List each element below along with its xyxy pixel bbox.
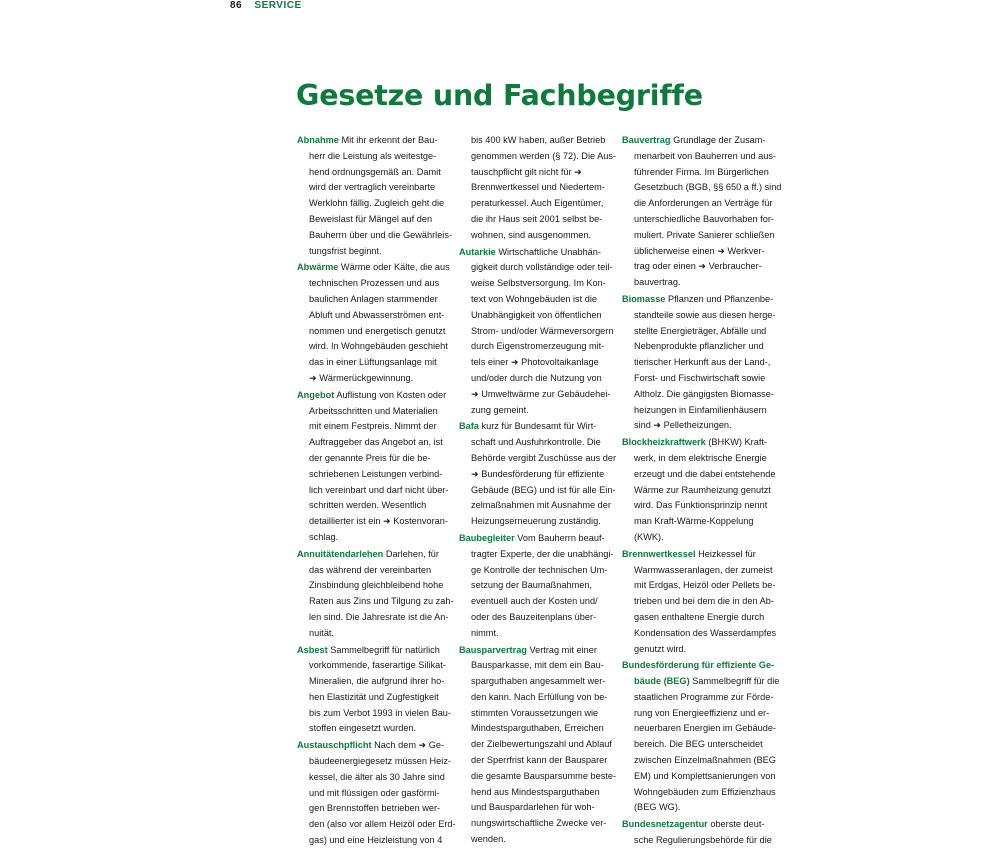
definition-line: trag oder einen ➜ Verbraucher- — [634, 261, 762, 272]
glossary-term: Autarkie — [459, 246, 496, 257]
definition-line: gas) und eine Heizleistung von 4 — [309, 835, 443, 846]
definition-line: wohnen, sind ausgenommen. — [471, 229, 592, 240]
definition-start: Nach dem ➜ Ge- — [374, 740, 445, 751]
definition-line: Heizungserneuerung zuständig. — [471, 516, 601, 527]
glossary-term: Blockheizkraftwerk — [622, 437, 706, 448]
running-header — [230, 0, 302, 11]
glossary-entry — [622, 133, 780, 291]
definition-line: tauschpflicht gilt nicht für ➜ — [471, 166, 582, 177]
definition-line: die Anforderungen an Verträge für — [634, 198, 773, 209]
definition-line: und mit flüssigen oder gasförmi- — [309, 787, 440, 798]
definition-line: nuität. — [309, 627, 335, 638]
definition-start: Grundlage der Zusam- — [673, 135, 766, 145]
page-title: Gesetze und Fachbegriffe — [296, 79, 703, 112]
entry-first-line — [297, 547, 455, 563]
glossary-entry — [459, 531, 617, 642]
definition-start: (BHKW) Kraft- — [708, 437, 768, 448]
definition-line: sind ➜ Pelletheizungen. — [634, 420, 732, 431]
definition-line: schaft und Ausfuhrkontrolle. Die — [471, 437, 601, 448]
entry-first-line — [297, 643, 455, 659]
glossary-term: Austauschpflicht — [297, 740, 372, 751]
definition-line: Zinsbindung gleichbleibend hohe — [309, 580, 444, 591]
definition-line: (KWK). — [634, 531, 664, 542]
definition-line: Gebäude (BEG) und ist für alle Ein- — [471, 484, 616, 495]
glossary-entry — [297, 388, 455, 546]
definition-start: Wirtschaftliche Unabhän- — [498, 246, 601, 257]
definition-line: Mindestsparguthaben, Erreichen — [471, 723, 604, 734]
definition-line: genutzt wird. — [634, 643, 687, 654]
glossary-term: Annuitätendarlehen — [297, 548, 384, 559]
definition-line: (BEG WG). — [634, 802, 681, 813]
definition-line: wenden. — [471, 834, 506, 845]
glossary-term: Brennwertkessel — [622, 548, 696, 559]
definition-line: nommen und energetisch genutzt — [309, 325, 446, 336]
glossary-entry — [622, 292, 780, 434]
definition-line: Mineralien, die aufgrund ihrer ho- — [309, 676, 445, 687]
glossary-entry — [622, 658, 780, 816]
glossary-column-1 — [297, 133, 455, 849]
definition-start: Mit ihr erkennt der Bau- — [341, 135, 438, 145]
definition-line: Werklohn fällig. Zugleich geht die — [309, 198, 445, 209]
definition-line: sparguthaben angesammelt wer- — [471, 676, 606, 687]
definition-line: man Kraft-Wärme-Koppelung — [634, 516, 754, 527]
definition-line: EM) und Komplettsanierungen von — [634, 770, 776, 781]
definition-start: oberste deut- — [710, 819, 765, 830]
definition-line: Wohngebäuden zum Effizienzhaus — [634, 786, 776, 797]
glossary-term: Bundesförderung für effiziente Ge- — [622, 660, 775, 671]
definition-start: Sammelbegriff für die — [692, 676, 780, 687]
definition-line: der Sperrfrist kann der Bausparer — [471, 755, 608, 766]
definition-line: führender Firma. Im Bürgerlichen — [634, 166, 769, 177]
definition-line: trieben und bei dem die in den Ab- — [634, 596, 774, 607]
definition-start: Pflanzen und Pflanzenbe- — [667, 293, 774, 304]
glossary-entry — [297, 260, 455, 386]
definition-line: wird. Das Funktionsprinzip nennt — [634, 500, 768, 511]
glossary-term: Bausparvertrag — [459, 644, 527, 655]
glossary-entry — [297, 547, 455, 642]
glossary-term: Bundesnetzagentur — [622, 819, 708, 830]
glossary-term: Bauvertrag — [622, 135, 671, 145]
glossary-term-continuation: bäude (BEG) — [634, 676, 690, 687]
definition-line: vorkommende, faserartige Silikat- — [309, 660, 446, 671]
definition-line: stellte Energieträger, Abfälle und — [634, 325, 767, 336]
definition-line: tierischer Herkunft aus der Land-, — [634, 357, 771, 368]
definition-line: Behörde vergibt Zuschüsse aus der — [471, 452, 617, 463]
entry-first-line — [297, 260, 455, 276]
glossary-term: Baubegleiter — [459, 532, 515, 543]
entry-first-line — [622, 435, 780, 451]
definition-line: hen Elastizität und Zugfestigkeit — [309, 691, 439, 702]
entry-first-line — [297, 133, 455, 149]
definition-line: den (also vor allem Heizöl oder Erd- — [309, 819, 456, 830]
definition-start: Vertrag mit einer — [529, 644, 597, 655]
definition-line: der genannte Preis für die be- — [309, 452, 431, 463]
definition-line: üblicherweise einen ➜ Werkver- — [634, 245, 765, 256]
definition-line: Abluft und Abwasserströmen ent- — [309, 309, 445, 320]
definition-line: Raten aus Zins und Tilgung zu zah- — [309, 596, 454, 607]
definition-line: tels einer ➜ Photovoltaikanlage — [471, 357, 599, 368]
entry-first-line — [622, 817, 780, 833]
glossary-term: Asbest — [297, 644, 328, 655]
glossary-term: Abnahme — [297, 135, 339, 145]
definition-start: Wärme oder Kälte, die aus — [340, 262, 450, 273]
definition-line: heizungen in Einfamilienhäusern — [634, 404, 767, 415]
entry-first-line — [459, 419, 617, 435]
definition-line: Warmwasseranlagen, der zumeist — [634, 564, 773, 575]
definition-line: zwischen Einzelmaßnahmen (BEG — [634, 755, 776, 766]
definition-line: tungsfrist beginnt. — [309, 245, 382, 256]
definition-line: bäudeenergiegesetz müssen Heiz- — [309, 756, 451, 767]
definition-line: das in einer Lüftungsanlage mit — [309, 357, 437, 368]
definition-line: Bauherrn über und die Gewährleis- — [309, 229, 452, 240]
glossary-entry — [459, 643, 617, 848]
entry-first-line — [459, 643, 617, 659]
definition-line: Kondensation des Wasserdampfes — [634, 627, 777, 638]
definition-line: gigkeit durch vollständige oder teil- — [471, 262, 613, 273]
entry-term-continuation-line — [622, 674, 780, 690]
definition-line: staatlichen Programme zur Förde- — [634, 691, 774, 702]
definition-line: neuerbaren Energien im Gebäude- — [634, 723, 776, 734]
definition-line: setzung der Baumaßnahmen, — [471, 580, 593, 591]
definition-line: rung von Energieeffizienz und er- — [634, 707, 770, 718]
definition-line: stoffen eingesetzt wurden. — [309, 723, 417, 734]
definition-line: den kann. Nach Erfüllung von be- — [471, 691, 608, 702]
definition-line: peraturkessel. Auch Eigentümer, — [471, 198, 604, 209]
section-label: SERVICE — [254, 0, 302, 11]
definition-line: mit Erdgas, Heizöl oder Pellets be- — [634, 580, 776, 591]
definition-line: schriebenen Leistungen verbind- — [309, 468, 443, 479]
entry-first-line — [622, 292, 780, 308]
definition-line: baulichen Anlagen stammender — [309, 293, 438, 304]
glossary-entry — [297, 738, 455, 849]
definition-line: ge Kontrolle der technischen Um- — [471, 564, 608, 575]
definition-line: Arbeitsschritten und Materialien — [309, 405, 438, 416]
definition-line: len sind. Die Jahresrate ist die An- — [309, 611, 449, 622]
definition-line: muliert. Private Sanierer schließen — [634, 229, 775, 240]
definition-line: zelmaßnahmen mit Ausnahme der — [471, 500, 611, 511]
definition-line: bereich. Die BEG unterscheidet — [634, 739, 763, 750]
entry-first-line — [297, 738, 455, 754]
definition-line: kessel, die älter als 30 Jahre sind — [309, 771, 445, 782]
definition-line: Bausparkasse, mit dem ein Bau- — [471, 660, 604, 671]
glossary-entry — [459, 245, 617, 419]
definition-start: kurz für Bundesamt für Wirt- — [481, 421, 597, 432]
definition-line: schlag. — [309, 531, 339, 542]
definition-line: menarbeit von Bauherren und aus- — [634, 150, 776, 161]
definition-line: eventuell auch der Kosten und/ — [471, 596, 598, 607]
definition-line: nungswirtschaftliche Zwecke ver- — [471, 818, 607, 829]
entry-first-line — [622, 133, 780, 149]
definition-line: Brennwertkessel und Niedertem- — [471, 182, 605, 193]
definition-line: der Zielbewertungszahl und Ablauf — [471, 739, 612, 750]
definition-line: genommen werden (§ 72). Die Aus- — [471, 150, 617, 161]
glossary-entry — [297, 133, 455, 259]
definition-line: bis zum Verbot 1993 in vielen Bau- — [309, 707, 451, 718]
glossary-entry — [622, 435, 780, 546]
definition-line: Altholz. Die gängigsten Biomasse- — [634, 388, 774, 399]
glossary-entry — [622, 547, 780, 658]
glossary-entry — [459, 133, 617, 244]
definition-line: Strom- und/oder Wärmeversorgern — [471, 325, 614, 336]
definition-line: und/oder durch die Nutzung von — [471, 372, 602, 383]
definition-line: Beweislast für Mängel auf den — [309, 213, 433, 224]
definition-line: Unabhängigkeit von öffentlichen — [471, 309, 602, 320]
definition-start: Auflistung von Kosten oder — [336, 389, 447, 400]
entry-first-line — [459, 531, 617, 547]
definition-line: werk, in dem elektrische Energie — [634, 452, 767, 463]
definition-line: Gesetzbuch (BGB, §§ 650 a ff.) sind — [634, 182, 782, 193]
glossary-column-2 — [459, 133, 617, 848]
definition-line: standteile sowie aus diesen herge- — [634, 309, 776, 320]
definition-line: weise Selbstversorgung. Im Kon- — [471, 278, 606, 289]
definition-line: ➜ Wärmerückgewinnung. — [309, 372, 414, 383]
definition-line: schritten werden. Wesentlich — [309, 500, 427, 511]
definition-line: Wärme zur Raumheizung genutzt — [634, 484, 771, 495]
definition-line: die ihr Haus seit 2001 selbst be- — [471, 213, 603, 224]
definition-line: zung gemeint. — [471, 404, 529, 415]
definition-line: oder des Bauzeitenplans über- — [471, 611, 597, 622]
definition-start: Vom Bauherrn beauf- — [517, 532, 605, 543]
glossary-column-3 — [622, 133, 780, 849]
glossary-term: Abwärme — [297, 262, 339, 273]
definition-line: das während der vereinbarten — [309, 564, 432, 575]
glossary-entry — [297, 643, 455, 738]
definition-line: sche Regulierungsbehörde für die — [634, 835, 772, 846]
definition-line: gasen enthaltene Energie durch — [634, 611, 765, 622]
entry-first-line — [622, 547, 780, 563]
definition-line: ➜ Umweltwärme zur Gebäudehei- — [471, 388, 611, 399]
definition-line: bis 400 kW haben, außer Betrieb — [471, 135, 606, 145]
definition-line: durch Eigenstromerzeugung mit- — [471, 341, 605, 352]
page-number: 86 — [230, 0, 243, 11]
definition-start: Heizkessel für — [698, 548, 756, 559]
glossary-entry — [459, 419, 617, 530]
definition-line: text von Wohngebäuden ist die — [471, 293, 597, 304]
definition-line: mit einem Festpreis. Nimmt der — [309, 421, 437, 432]
definition-line: ➜ Bundesförderung für effiziente — [471, 468, 605, 479]
definition-line: wird. In Wohngebäuden geschieht — [309, 341, 448, 352]
glossary-term: Biomasse — [622, 293, 666, 304]
glossary-entry — [622, 817, 780, 849]
definition-line: gen Brennstoffen betrieben wer- — [309, 803, 441, 814]
definition-line: stimmten Voraussetzungen wie — [471, 707, 599, 718]
definition-line: hend aus Mindestsparguthaben — [471, 786, 600, 797]
definition-line: Nebenprodukte pflanzlicher und — [634, 341, 764, 352]
definition-line: lich vereinbart und darf nicht über- — [309, 484, 449, 495]
glossary-term: Bafa — [459, 421, 479, 432]
definition-line: tragter Experte, der die unabhängi- — [471, 548, 614, 559]
definition-line: und Bauspardarlehen für woh- — [471, 802, 595, 813]
entry-first-line — [622, 658, 780, 674]
definition-line: nimmt. — [471, 627, 499, 638]
definition-line: herr die Leistung als weitestge- — [309, 150, 437, 161]
definition-line: unterschiedliche Bauvorhaben for- — [634, 213, 774, 224]
glossary-term: Angebot — [297, 389, 335, 400]
definition-line: hend ordnungsgemäß an. Damit — [309, 166, 441, 177]
definition-line: detaillierter ist ein ➜ Kostenvoran- — [309, 516, 448, 527]
definition-line: wird der vertraglich vereinbarte — [309, 182, 436, 193]
definition-line: Auftraggeber das Angebot an, ist — [309, 437, 443, 448]
definition-line: technischen Prozessen und aus — [309, 278, 440, 289]
definition-line: die gesamte Bausparsumme beste- — [471, 770, 617, 781]
definition-line: bauvertrag. — [634, 277, 681, 288]
entry-first-line — [297, 388, 455, 404]
entry-first-line — [459, 245, 617, 261]
definition-start: Sammelbegriff für natürlich — [330, 644, 440, 655]
definition-start: Darlehen, für — [385, 548, 439, 559]
definition-line: erzeugt und die dabei entstehende — [634, 468, 776, 479]
definition-line: Forst- und Fischwirtschaft sowie — [634, 372, 766, 383]
